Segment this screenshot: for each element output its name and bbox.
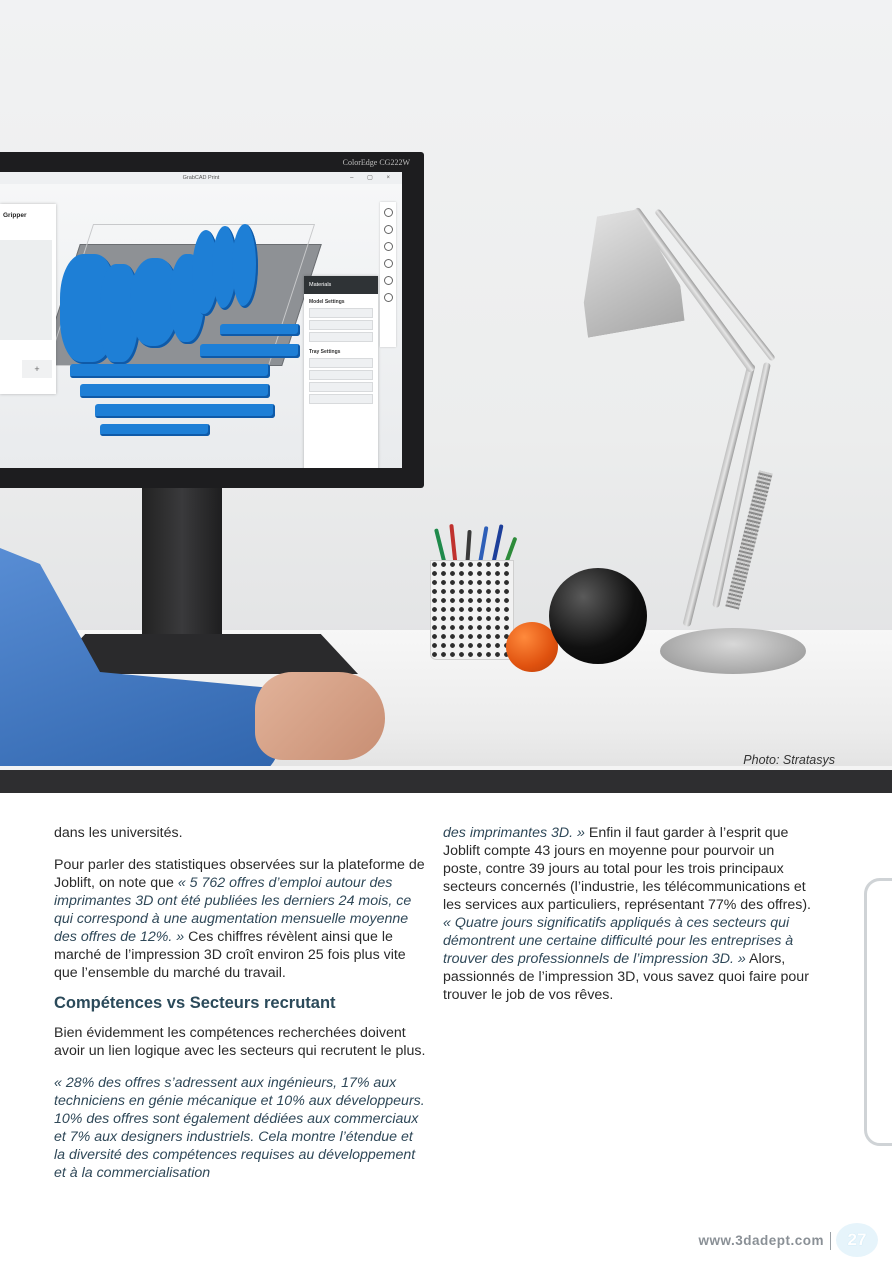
settings-field[interactable] [309, 382, 373, 392]
move-icon[interactable] [384, 259, 393, 268]
app-workspace [0, 184, 402, 468]
paragraph-text: Bien évidemment les compétences recherchées doivent avoir un lien logique avec les secteurs qui recrutent le plus. [54, 1025, 426, 1059]
footer-divider [830, 1232, 831, 1250]
quote-text: des imprimantes 3D. » [443, 825, 585, 841]
rotate-icon[interactable] [384, 276, 393, 285]
article-column-right [443, 824, 815, 1004]
model-settings-title: Model Settings [309, 299, 345, 305]
person-hand [255, 672, 385, 760]
printed-part [70, 364, 270, 378]
paragraph [443, 824, 815, 1004]
monitor-brand: ColorEdge CG222W [342, 158, 410, 167]
paragraph [54, 1074, 426, 1182]
model-list[interactable] [0, 240, 52, 340]
add-model-button[interactable]: + [22, 360, 52, 378]
printed-part [80, 384, 270, 398]
window-controls: – ▢ × [350, 175, 396, 181]
settings-field[interactable] [309, 308, 373, 318]
lamp-base [660, 628, 806, 674]
monitor-screen [0, 172, 402, 468]
paragraph [54, 824, 426, 842]
panel-title: Gripper [3, 212, 27, 219]
printed-part [220, 324, 300, 336]
settings-field[interactable] [309, 332, 373, 342]
printed-part [232, 224, 258, 308]
paragraph [54, 856, 426, 982]
paragraph-text: dans les universités. [54, 825, 183, 841]
settings-icon[interactable] [384, 225, 393, 234]
monitor-stand-neck [142, 486, 222, 638]
paragraph-text: Enfin il faut garder à l’esprit que Joblift compte 43 jours en moyenne pour pourvoir un poste, contre 39 jours au total pour les trois principaux secteurs concernés (l’industrie, les télécommunications et les services aux particuliers, représentant 77% des offres). [443, 825, 811, 913]
quote-text: « Quatre jours significatifs appliqués à ces secteurs qui démontrent une certaine difficulté pour les entreprises à trouver des professionnels de l’impression 3D. » [443, 915, 794, 967]
pen-cup [430, 560, 514, 660]
printed-part [95, 404, 275, 418]
info-icon[interactable] [384, 242, 393, 251]
paragraph-text: Ces chiffres révèlent ainsi que le marché de l’impression 3D croît environ 25 fois plus vite que l’ensemble du marché du travail. [54, 929, 406, 981]
monitor [0, 152, 424, 488]
scale-icon[interactable] [384, 293, 393, 302]
sidebar-card [864, 878, 892, 1146]
tray-settings-title: Tray Settings [309, 349, 341, 355]
view-toolbar[interactable] [380, 202, 396, 347]
settings-field[interactable] [309, 358, 373, 368]
page-number: 27 [847, 1230, 867, 1249]
settings-field[interactable] [309, 370, 373, 380]
desk-edge [0, 770, 892, 793]
printed-part [200, 344, 300, 358]
section-heading: Compétences vs Secteurs recrutant [54, 994, 336, 1012]
printed-part [100, 424, 210, 436]
black-sphere [549, 568, 647, 664]
footer-url[interactable]: www.3dadept.com [698, 1233, 824, 1248]
view-icon[interactable] [384, 208, 393, 217]
paragraph-text: Alors, passionnés de l’impression 3D, vous savez quoi faire pour trouver le job de vos rêves. [443, 951, 809, 1003]
settings-field[interactable] [309, 320, 373, 330]
quote-text: « 5 762 offres d’emploi autour des imprimantes 3D ont été publiées les derniers 24 mois, ce qui correspond à une augmentation mensuelle moyenne des offres de 12%. » [54, 875, 412, 945]
app-window-title: GrabCAD Print [182, 175, 220, 181]
materials-header: Materials [304, 276, 378, 294]
photo-credit: Photo: Stratasys [743, 753, 835, 767]
quote-text: « 28% des offres s’adressent aux ingénieurs, 17% aux techniciens en génie mécanique et 10% aux développeurs. 10% des offres sont également dédiées aux commerciaux et 7% aux designers industriels. Cela montre l’étendue et la diversité des compétences requises au développement et à la commercialisation [54, 1075, 425, 1181]
article-column-left [54, 824, 426, 1182]
model-list-panel[interactable] [0, 204, 56, 394]
paragraph-text: Pour parler des statistiques observées sur la plateforme de Joblift, on note que [54, 857, 425, 891]
materials-panel[interactable] [304, 276, 378, 468]
paragraph [54, 1024, 426, 1060]
settings-field[interactable] [309, 394, 373, 404]
